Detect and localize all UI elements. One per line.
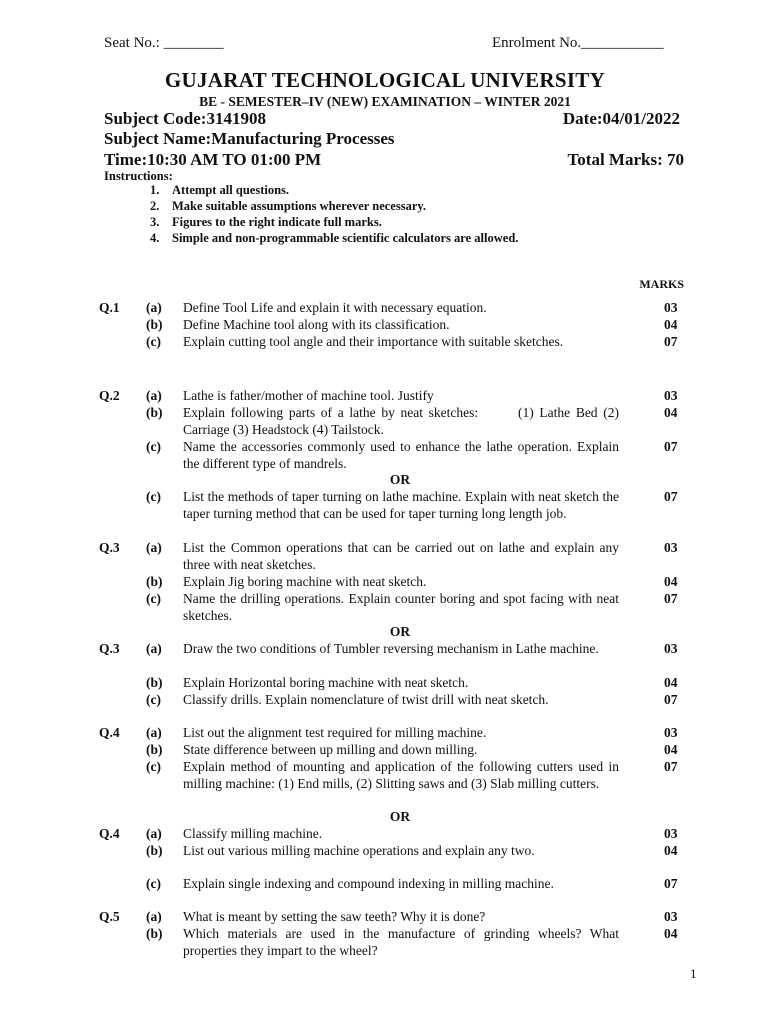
question-marks: 04 [664,742,678,757]
question-marks: 07 [664,759,678,774]
question-marks: 04 [664,317,678,332]
question-text: List out various milling machine operations and explain any two. [183,843,535,858]
question-marks: 04 [664,843,678,858]
instruction-number: 2. [150,199,160,213]
question-marks: 03 [664,641,678,656]
sub-label: (c) [146,876,161,891]
question-marks: 03 [664,388,678,403]
question-text: List the methods of taper turning on lathe machine. Explain with neat sketch the taper turning method that can be used for taper turning long length job. [183,489,619,521]
question-text: State difference between up milling and down milling. [183,742,478,757]
sub-label: (b) [146,926,163,941]
instruction-item [150,199,426,214]
instruction-item [150,183,289,198]
seat-number: Seat No.: ________ [104,35,224,51]
question-text: Explain cutting tool angle and their importance with suitable sketches. [183,334,564,349]
question-marks: 07 [664,489,678,504]
question-text: Name the accessories commonly used to enhance the lathe operation. Explain the different type of mandrels. [183,439,619,471]
enrolment-number: Enrolment No.___________ [492,35,664,51]
exam-date: Date:04/01/2022 [562,109,680,128]
question-marks: 07 [664,334,678,349]
question-text: List out the alignment test required for milling machine. [183,725,487,740]
question-text: Explain Jig boring machine with neat sketch. [183,574,427,589]
question-number: Q.4 [99,826,120,841]
or-separator: OR [389,809,411,824]
marks-heading: MARKS [639,277,684,291]
exam-time: Time:10:30 AM TO 01:00 PM [104,150,322,169]
question-marks: 07 [664,591,678,606]
page-number: 1 [690,966,697,981]
question-marks: 07 [664,692,678,707]
question-text: Explain Horizontal boring machine with neat sketch. [183,675,469,690]
question-marks: 03 [664,826,678,841]
sub-label: (b) [146,405,163,420]
subject-code: Subject Code:3141908 [104,109,266,128]
instruction-item [150,231,518,246]
question-text: Define Tool Life and explain it with necessary equation. [183,300,487,315]
question-marks: 03 [664,725,678,740]
question-text: Explain following parts of a lathe by neat sketches: (1) Lathe Bed (2) Carriage (3) Headstock (4) Tailstock. [183,405,623,437]
sub-label: (c) [146,334,161,349]
question-marks: 03 [664,300,678,315]
question-marks: 03 [664,540,678,555]
question-number: Q.5 [99,909,120,924]
sub-label: (a) [146,388,162,403]
question-text: Name the drilling operations. Explain counter boring and spot facing with neat sketches. [183,591,619,623]
sub-label: (a) [146,641,162,656]
sub-label: (c) [146,439,161,454]
question-text: Draw the two conditions of Tumbler reversing mechanism in Lathe machine. [183,641,599,656]
sub-label: (b) [146,742,163,757]
question-marks: 03 [664,909,678,924]
question-number: Q.4 [99,725,120,740]
or-separator: OR [389,472,411,487]
total-marks: Total Marks: 70 [567,150,684,169]
instruction-number: 4. [150,231,160,245]
instruction-text: Attempt all questions. [172,183,290,197]
question-marks: 07 [664,876,678,891]
exam-title: BE - SEMESTER–IV (NEW) EXAMINATION – WINTER 2021 [199,94,571,109]
sub-label: (b) [146,675,163,690]
instruction-number: 3. [150,215,160,229]
question-text: Define Machine tool along with its classification. [183,317,450,332]
or-separator: OR [389,624,411,639]
instruction-text: Make suitable assumptions wherever necessary. [172,199,427,213]
sub-label: (c) [146,759,161,774]
question-text: Explain method of mounting and application of the following cutters used in milling machine: (1) End mills, (2) Slitting saws and (3) Slab milling cutters. [183,759,619,791]
sub-label: (b) [146,317,163,332]
subject-name: Subject Name:Manufacturing Processes [104,129,395,148]
question-number: Q.1 [99,300,120,315]
sub-label: (a) [146,909,162,924]
question-number: Q.3 [99,641,120,656]
instruction-text: Figures to the right indicate full marks. [172,215,382,229]
instructions-heading: Instructions: [104,169,173,183]
question-marks: 04 [664,926,678,941]
question-text: Lathe is father/mother of machine tool. Justify [183,388,434,403]
instruction-number: 1. [150,183,160,197]
question-marks: 07 [664,439,678,454]
question-text: Which materials are used in the manufacture of grinding wheels? What properties they impart to the wheel? [183,926,619,958]
question-text: Classify drills. Explain nomenclature of twist drill with neat sketch. [183,692,549,707]
question-marks: 04 [664,405,678,420]
sub-label: (c) [146,591,161,606]
instruction-item [150,215,382,230]
sub-label: (a) [146,725,162,740]
sub-label: (a) [146,540,162,555]
sub-label: (c) [146,692,161,707]
question-text: Explain single indexing and compound indexing in milling machine. [183,876,554,891]
sub-label: (b) [146,574,163,589]
question-number: Q.3 [99,540,120,555]
question-number: Q.2 [99,388,120,403]
question-text: What is meant by setting the saw teeth? Why it is done? [183,909,486,924]
university-title: GUJARAT TECHNOLOGICAL UNIVERSITY [164,68,606,92]
sub-label: (c) [146,489,161,504]
question-marks: 04 [664,675,678,690]
question-marks: 04 [664,574,678,589]
question-text: Classify milling machine. [183,826,323,841]
sub-label: (b) [146,843,163,858]
sub-label: (a) [146,300,162,315]
instruction-text: Simple and non-programmable scientific calculators are allowed. [172,231,519,245]
sub-label: (a) [146,826,162,841]
question-text: List the Common operations that can be carried out on lathe and explain any three with neat sketches. [183,540,619,572]
